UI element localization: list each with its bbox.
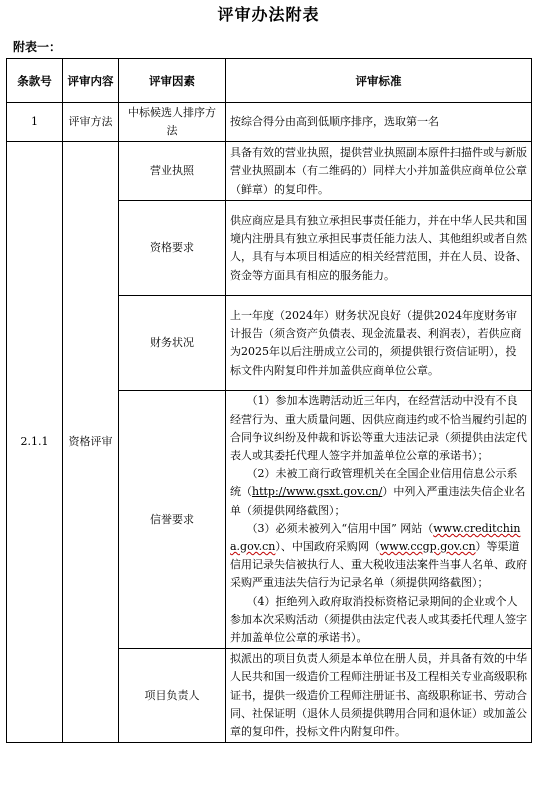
content-cell: 评审方法: [63, 103, 119, 142]
standard-cell: 拟派出的项目负责人须是本单位在册人员，并具备有效的中华人民共和国一级造价工程师注册证书及工程相关专业高级职称证书，提供一级造价工程师注册证书、高级职称证书、劳动合同、社保证明（退休人员须提供聘用合同和退休证）或加盖公章的复印件，投标文件内附复印件。: [226, 649, 532, 743]
clause-no-cell: 1: [7, 103, 63, 142]
credit-item-1: （1）参加本选聘活动近三年内，在经营活动中没有不良经营行为、重大质量问题、因供应商违约或不恰当履约引起的合同争议纠纷及仲裁和诉讼等重大违法记录（须提供由法定代表人或其委托代理人签字并加盖单位公章的承诺书）；: [230, 394, 527, 463]
header-clause-no: 条款号: [7, 59, 63, 103]
gsxt-link[interactable]: http://www.gsxt.gov.cn/: [252, 485, 383, 499]
factor-cell: 信誉要求: [119, 391, 226, 649]
credit-item-3: （3）必须未被列入“信用中国” 网站（www.creditchina.gov.cn）、中国政府采购网（www.ccgp.gov.cn）等渠道信用记录失信被执行人、重大税收违法案件当事人名单、政府采购严重违法失信行为记录名单（须提供网络截图）；: [230, 521, 527, 590]
table-header-row: [7, 59, 532, 103]
content-cell: 资格评审: [63, 142, 119, 743]
credit-item-4: （4）拒绝列入政府取消投标资格记录期间的企业或个人参加本次采购活动（须提供由法定代表人或其委托代理人签字并加盖单位公章的承诺书）。: [230, 594, 527, 645]
table-row: [7, 103, 532, 142]
header-content: 评审内容: [63, 59, 119, 103]
page-title: 评审办法附表: [217, 5, 320, 24]
creditchina-link[interactable]: www.creditchina.gov.cn: [230, 521, 521, 554]
factor-cell: 营业执照: [119, 142, 226, 201]
criteria-table: [6, 58, 532, 743]
table-row: [7, 142, 532, 201]
factor-cell: 项目负责人: [119, 649, 226, 743]
factor-cell: 中标候选人排序方法: [119, 103, 226, 142]
factor-cell: 财务状况: [119, 296, 226, 391]
clause-no-cell: 2.1.1: [7, 142, 63, 743]
header-standard: 评审标准: [226, 59, 532, 103]
standard-cell: 供应商应是具有独立承担民事责任能力，并在中华人民共和国境内注册具有独立承担民事责任能力法人、其他组织或者自然人，具有与本项目相适应的相关经营范围，并在人员、设备、资金等方面具有相应的服务能力。: [226, 201, 532, 296]
credit-item-2: （2）未被工商行政管理机关在全国企业信用信息公示系统（http://www.gsxt.gov.cn/）中列入严重违法失信企业名单（须提供网络截图）；: [230, 467, 526, 517]
standard-cell: 上一年度（2024年）财务状况良好（提供2024年度财务审计报告（须含资产负债表、现金流量表、利润表），若供应商为2025年以后注册成立公司的，须提供银行资信证明），投标文件内附复印件并加盖供应商单位公章。: [226, 296, 532, 391]
appendix-label: 附表一：: [13, 40, 62, 54]
ccgp-link[interactable]: www.ccgp.gov.cn: [379, 540, 476, 554]
factor-cell: 资格要求: [119, 201, 226, 296]
header-factor: 评审因素: [119, 59, 226, 103]
standard-cell: 按综合得分由高到低顺序排序，选取第一名: [226, 103, 532, 142]
standard-cell: 具备有效的营业执照，提供营业执照副本原件扫描件或与新版营业执照副本（有二维码的）同样大小并加盖供应商单位公章（鲜章）的复印件。: [226, 142, 532, 201]
standard-cell: [226, 391, 532, 649]
